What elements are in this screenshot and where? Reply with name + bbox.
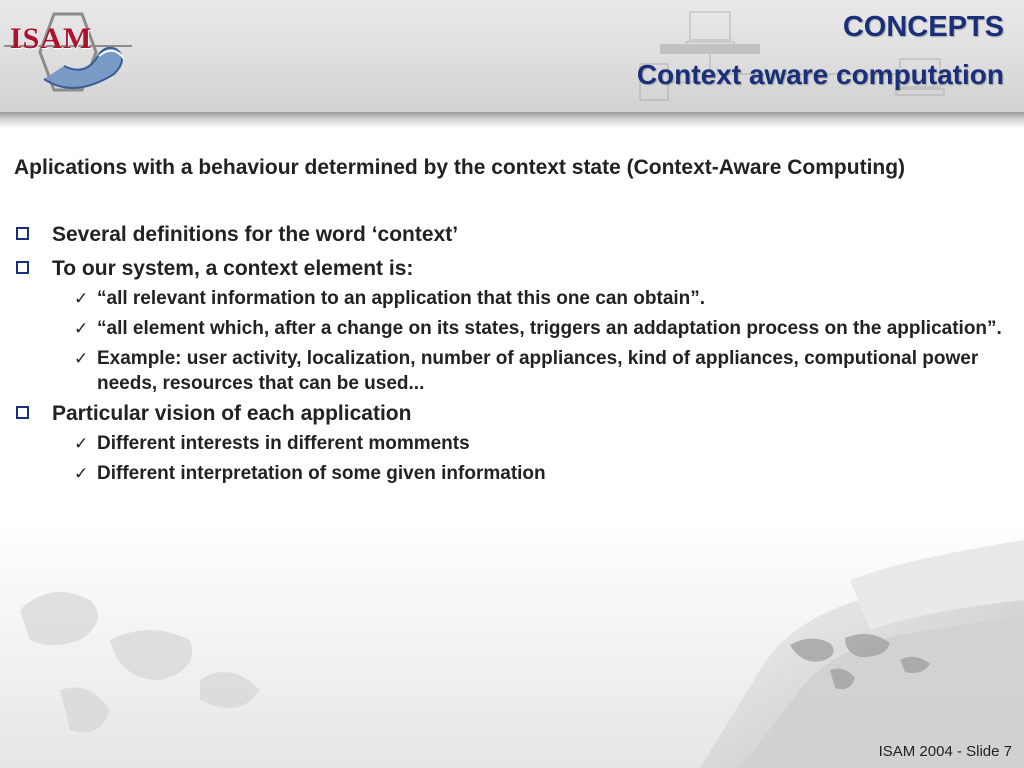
- bullet-text: Particular vision of each application: [52, 402, 412, 425]
- header-shadow: [0, 112, 1024, 128]
- bullet-text: Several definitions for the word ‘context’: [52, 223, 459, 246]
- sub-bullet-item: [14, 286, 1004, 311]
- checkmark-icon: ✓: [74, 289, 89, 308]
- slide-title-block: [637, 8, 1004, 94]
- sub-bullet-item: [14, 346, 1004, 396]
- sub-bullet-item: [14, 461, 1004, 486]
- checkmark-icon: ✓: [74, 464, 89, 483]
- slide-title: CONCEPTS: [842, 11, 1004, 43]
- checkmark-icon: ✓: [74, 434, 89, 453]
- intro-paragraph: Aplications with a behaviour determined by the context state (Context-Aware Computing): [14, 156, 906, 179]
- checkmark-icon: ✓: [74, 319, 89, 338]
- header-band: [0, 0, 1024, 116]
- logo-text: ISAM: [10, 22, 93, 55]
- background-collage-image: [0, 520, 1024, 768]
- bullet-text: To our system, a context element is:: [52, 257, 414, 280]
- sub-bullet-item: [14, 431, 1004, 456]
- sub-bullet-text: Different interpretation of some given information: [97, 463, 546, 484]
- sub-bullet-text: “all element which, after a change on its states, triggers an addaptation process on the application”.: [97, 318, 1002, 339]
- checkmark-icon: ✓: [74, 349, 89, 368]
- sub-bullet-text: Example: user activity, localization, number of appliances, kind of appliances, computional power needs, resources that can be used...: [97, 348, 979, 394]
- square-bullet-icon: [16, 406, 29, 419]
- slide-body: [14, 154, 1004, 486]
- slide-subtitle: Context aware computation: [636, 59, 1004, 90]
- sub-bullet-text: “all relevant information to an application that this one can obtain”.: [97, 288, 706, 309]
- slide-footer: ISAM 2004 - Slide 7: [878, 743, 1012, 760]
- square-bullet-icon: [16, 227, 29, 240]
- bullet-item: [14, 400, 1004, 427]
- square-bullet-icon: [16, 261, 29, 274]
- sub-bullet-text: Different interests in different momments: [97, 433, 470, 454]
- bullet-item: [14, 255, 1004, 282]
- bullet-item: [14, 221, 1004, 248]
- sub-bullet-item: [14, 316, 1004, 341]
